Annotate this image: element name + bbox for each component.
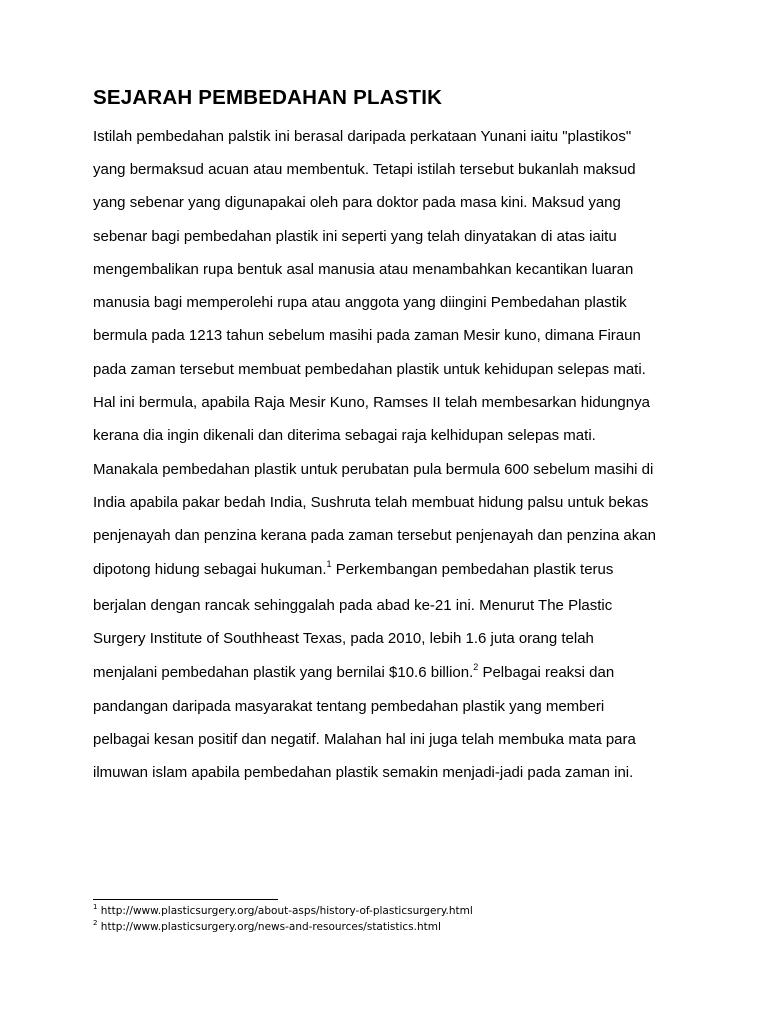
footnote-2-number: 2 bbox=[93, 919, 98, 927]
body-line-19: pelbagai kesan positif dan negatif. Malahan hal ini juga telah membuka mata para bbox=[93, 731, 636, 748]
body-line-17-text: menjalani pembedahan plastik yang bernilai $10.6 billion. bbox=[93, 664, 474, 681]
body-line-8: pada zaman tersebut membuat pembedahan plastik untuk kehidupan selepas mati. bbox=[93, 361, 646, 378]
body-line-7: bermula pada 1213 tahun sebelum masihi pada zaman Mesir kuno, dimana Firaun bbox=[93, 327, 641, 344]
body-line-10: kerana dia ingin dikenali dan diterima sebagai raja kelhidupan selepas mati. bbox=[93, 427, 596, 444]
body-line-4: sebenar bagi pembedahan plastik ini seperti yang telah dinyatakan di atas iaitu bbox=[93, 228, 617, 245]
body-line-6: manusia bagi memperolehi rupa atau anggota yang diingini Pembedahan plastik bbox=[93, 294, 627, 311]
body-line-12: India apabila pakar bedah India, Sushruta telah membuat hidung palsu untuk bekas bbox=[93, 494, 649, 511]
body-line-16: Surgery Institute of Southheast Texas, pada 2010, lebih 1.6 juta orang telah bbox=[93, 630, 594, 647]
body-line-14 bbox=[93, 561, 613, 579]
body-line-3: yang sebenar yang digunapakai oleh para doktor pada masa kini. Maksud yang bbox=[93, 194, 621, 211]
footnote-1-link[interactable]: http://www.plasticsurgery.org/about-asps/history-of-plasticsurgery.html bbox=[97, 905, 473, 917]
body-line-5: mengembalikan rupa bentuk asal manusia atau menambahkan kecantikan luaran bbox=[93, 261, 634, 278]
footnote-separator bbox=[93, 899, 278, 900]
body-line-17-text-cont: Pelbagai reaksi dan bbox=[478, 664, 615, 681]
footnote-2 bbox=[93, 921, 441, 933]
body-line-9: Hal ini bermula, apabila Raja Mesir Kuno, Ramses II telah membesarkan hidungnya bbox=[93, 394, 650, 411]
body-line-17 bbox=[93, 664, 614, 682]
body-line-1: Istilah pembedahan palstik ini berasal daripada perkataan Yunani iaitu "plastikos" bbox=[93, 128, 632, 145]
body-line-14-text-cont: Perkembangan pembedahan plastik terus bbox=[331, 561, 614, 578]
footnote-2-link[interactable]: http://www.plasticsurgery.org/news-and-resources/statistics.html bbox=[97, 921, 441, 933]
footnote-1 bbox=[93, 905, 473, 917]
body-line-2: yang bermaksud acuan atau membentuk. Tetapi istilah tersebut bukanlah maksud bbox=[93, 161, 636, 178]
body-line-14-text: dipotong hidung sebagai hukuman. bbox=[93, 561, 327, 578]
footnote-ref-2: 2 bbox=[473, 662, 479, 672]
body-line-13: penjenayah dan penzina kerana pada zaman tersebut penjenayah dan penzina akan bbox=[93, 527, 656, 544]
body-line-18: pandangan daripada masyarakat tentang pembedahan plastik yang memberi bbox=[93, 698, 605, 715]
document-title: SEJARAH PEMBEDAHAN PLASTIK bbox=[93, 86, 443, 109]
body-line-11: Manakala pembedahan plastik untuk perubatan pula bermula 600 sebelum masihi di bbox=[93, 461, 654, 478]
footnote-1-number: 1 bbox=[93, 903, 98, 911]
footnote-ref-1: 1 bbox=[326, 559, 332, 569]
body-line-20: ilmuwan islam apabila pembedahan plastik semakin menjadi-jadi pada zaman ini. bbox=[93, 764, 634, 781]
body-line-15: berjalan dengan rancak sehinggalah pada abad ke-21 ini. Menurut The Plastic bbox=[93, 597, 613, 614]
